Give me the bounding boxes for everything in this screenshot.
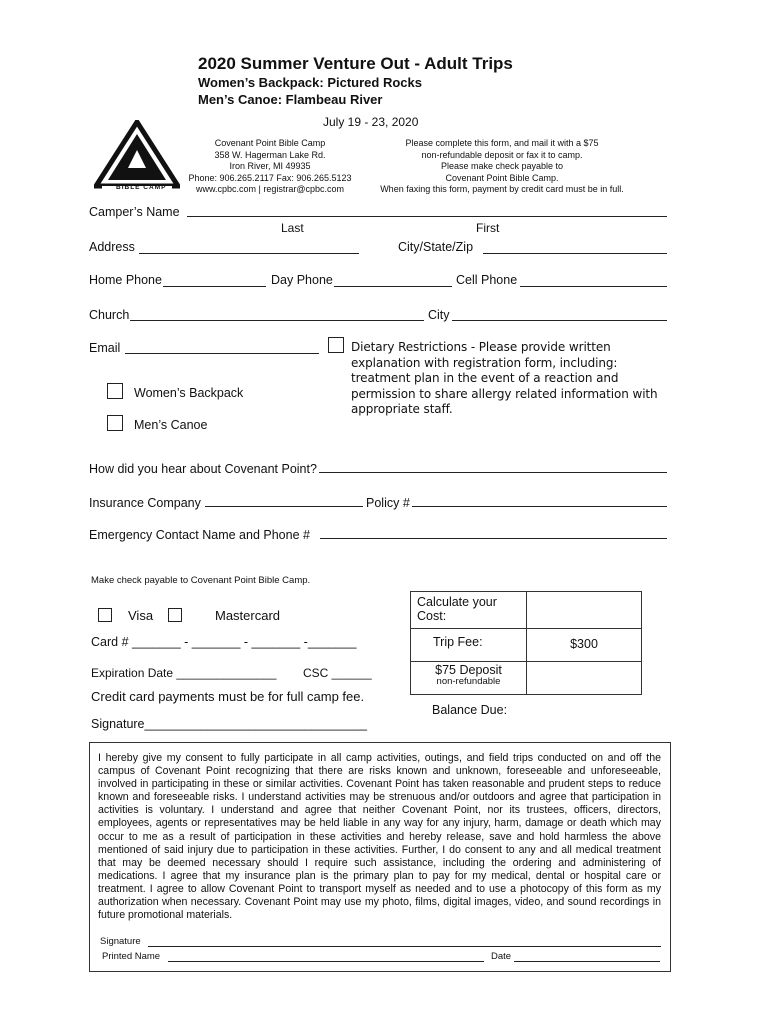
policy-field[interactable] xyxy=(412,506,667,507)
waiver-box xyxy=(89,742,671,972)
instructions-block xyxy=(370,138,634,196)
full-payment-note: Credit card payments must be for full camp fee. xyxy=(91,689,365,704)
deposit-value[interactable] xyxy=(527,662,642,695)
cost-header-value[interactable] xyxy=(527,592,642,629)
city-field[interactable] xyxy=(452,320,667,321)
womens-backpack-label: Women’s Backpack xyxy=(134,386,244,400)
cost-table xyxy=(410,591,642,695)
check-note: Make check payable to Covenant Point Bible Camp. xyxy=(91,575,311,586)
mastercard-checkbox[interactable] xyxy=(168,608,182,622)
city-state-zip-field[interactable] xyxy=(483,253,667,254)
home-phone-label: Home Phone xyxy=(89,273,162,287)
camp-name: Covenant Point Bible Camp xyxy=(214,138,326,148)
deposit-label: $75 Deposit xyxy=(435,663,502,677)
policy-label: Policy # xyxy=(366,496,410,510)
dietary-restrictions-text: Dietary Restrictions - Please provide written explanation with registration form, including: treatment plan in the event of a reaction and permission to share allergy related information with appropriate staff. xyxy=(351,340,658,416)
camp-logo xyxy=(94,120,180,196)
visa-label: Visa xyxy=(128,608,154,623)
dietary-checkbox[interactable] xyxy=(328,337,344,353)
campers-name-label: Camper’s Name xyxy=(89,205,180,219)
how-heard-label: How did you hear about Covenant Point? xyxy=(89,462,317,476)
printed-name-label: Printed Name xyxy=(102,951,161,962)
church-label: Church xyxy=(89,308,130,322)
how-heard-field[interactable] xyxy=(319,472,667,473)
emergency-contact-label: Emergency Contact Name and Phone # xyxy=(89,528,310,542)
printed-name-field[interactable] xyxy=(168,961,484,962)
emergency-contact-field[interactable] xyxy=(320,538,667,539)
insurance-field[interactable] xyxy=(205,506,363,507)
deposit-cell xyxy=(411,662,527,695)
insurance-label: Insurance Company xyxy=(89,496,201,510)
womens-backpack-checkbox[interactable] xyxy=(107,383,123,399)
instructions-line: non-refundable deposit or fax it to camp. xyxy=(421,149,583,160)
email-field[interactable] xyxy=(125,353,319,354)
trip-womens: Women’s Backpack: Pictured Rocks xyxy=(198,75,422,90)
camp-phone: Phone: 906.265.2117 Fax: 906.265.5123 xyxy=(188,172,352,183)
expiration-field[interactable]: Expiration Date _______________ xyxy=(91,666,277,680)
campers-name-field[interactable] xyxy=(187,216,667,217)
address-label: Address xyxy=(89,240,135,254)
logo-bottom-text: BIBLE CAMP xyxy=(116,184,167,191)
mens-canoe-label: Men’s Canoe xyxy=(134,418,208,432)
instructions-line: Please make check payable to xyxy=(440,161,564,171)
cell-phone-field[interactable] xyxy=(520,286,667,287)
visa-checkbox[interactable] xyxy=(98,608,112,622)
date-field[interactable] xyxy=(514,961,660,962)
church-field[interactable] xyxy=(130,320,424,321)
first-name-label: First xyxy=(476,221,500,235)
camp-web: www.cpbc.com | registrar@cpbc.com xyxy=(195,184,344,194)
waiver-signature-label: Signature xyxy=(100,936,141,947)
camp-address-block xyxy=(185,138,355,196)
mastercard-label: Mastercard xyxy=(215,608,281,623)
mens-canoe-checkbox[interactable] xyxy=(107,415,123,431)
instructions-line: When faxing this form, payment by credit card must be in full. xyxy=(380,184,624,194)
balance-due-label: Balance Due: xyxy=(432,703,508,717)
instructions-line: Covenant Point Bible Camp. xyxy=(445,172,559,183)
trip-fee-value: $300 xyxy=(527,629,642,662)
instructions-line: Please complete this form, and mail it with a $75 xyxy=(405,138,599,148)
last-name-label: Last xyxy=(281,221,304,235)
camp-city: Iron River, MI 49935 xyxy=(229,161,311,171)
waiver-signature-field[interactable] xyxy=(148,946,661,947)
city-state-zip-label: City/State/Zip xyxy=(398,240,474,254)
camp-street: 358 W. Hagerman Lake Rd. xyxy=(214,149,326,160)
trip-mens: Men’s Canoe: Flambeau River xyxy=(198,92,383,107)
home-phone-field[interactable] xyxy=(163,286,266,287)
day-phone-label: Day Phone xyxy=(271,273,333,287)
date-label: Date xyxy=(491,951,512,962)
payment-signature-field[interactable]: Signature________________________________ xyxy=(91,717,367,731)
csc-field[interactable]: CSC ______ xyxy=(303,666,372,680)
deposit-note: non-refundable xyxy=(436,676,501,687)
email-label: Email xyxy=(89,341,121,355)
address-field[interactable] xyxy=(139,253,359,254)
cost-header: Calculate your Cost: xyxy=(411,592,527,629)
waiver-text: I hereby give my consent to fully participate in all camp activities, outings, and field trips conducted on and off the campus of Covenant Point recognizing that there are risks known and unknown, foreseeable and unforeseeable, involved in participating in these or similar activities. Covenant Point has taken reasonable and prudent steps to reduce known and foreseeable risks. I understand activities may be strenuous and/or outdoors and agree that participation in activities is voluntary. I understand and agree that neither Covenant Point, nor its trustees, officers, directors, employees, agents or representatives may be held liable in any way for any injury, harm, damage or death which may occur to me as a result of participation in these activities and hereby release, save and hold harmless the above mentioned of said injury due to participation in these activities. Further, I do consent to any and all medical treatment that may be deemed necessary should I require such assistance, including the ordering and administering of medications. I agree that my insurance plan is the primary plan to pay for my medical, dental or hospital care or treatment. I agree to allow Covenant Point to transport myself as needed and to use a photocopy of this form as my authorization when necessary. Covenant Point may use my photo, films, digital images, video, and sound recordings in future promotional materials. xyxy=(98,752,661,922)
card-number-field[interactable]: Card # _______ - _______ - _______ -_______ xyxy=(91,635,357,649)
trip-dates: July 19 - 23, 2020 xyxy=(323,115,419,129)
day-phone-field[interactable] xyxy=(334,286,452,287)
trip-fee-label: Trip Fee: xyxy=(411,629,527,662)
page-title: 2020 Summer Venture Out - Adult Trips xyxy=(198,54,513,73)
cell-phone-label: Cell Phone xyxy=(456,273,518,287)
city-label: City xyxy=(428,308,450,322)
